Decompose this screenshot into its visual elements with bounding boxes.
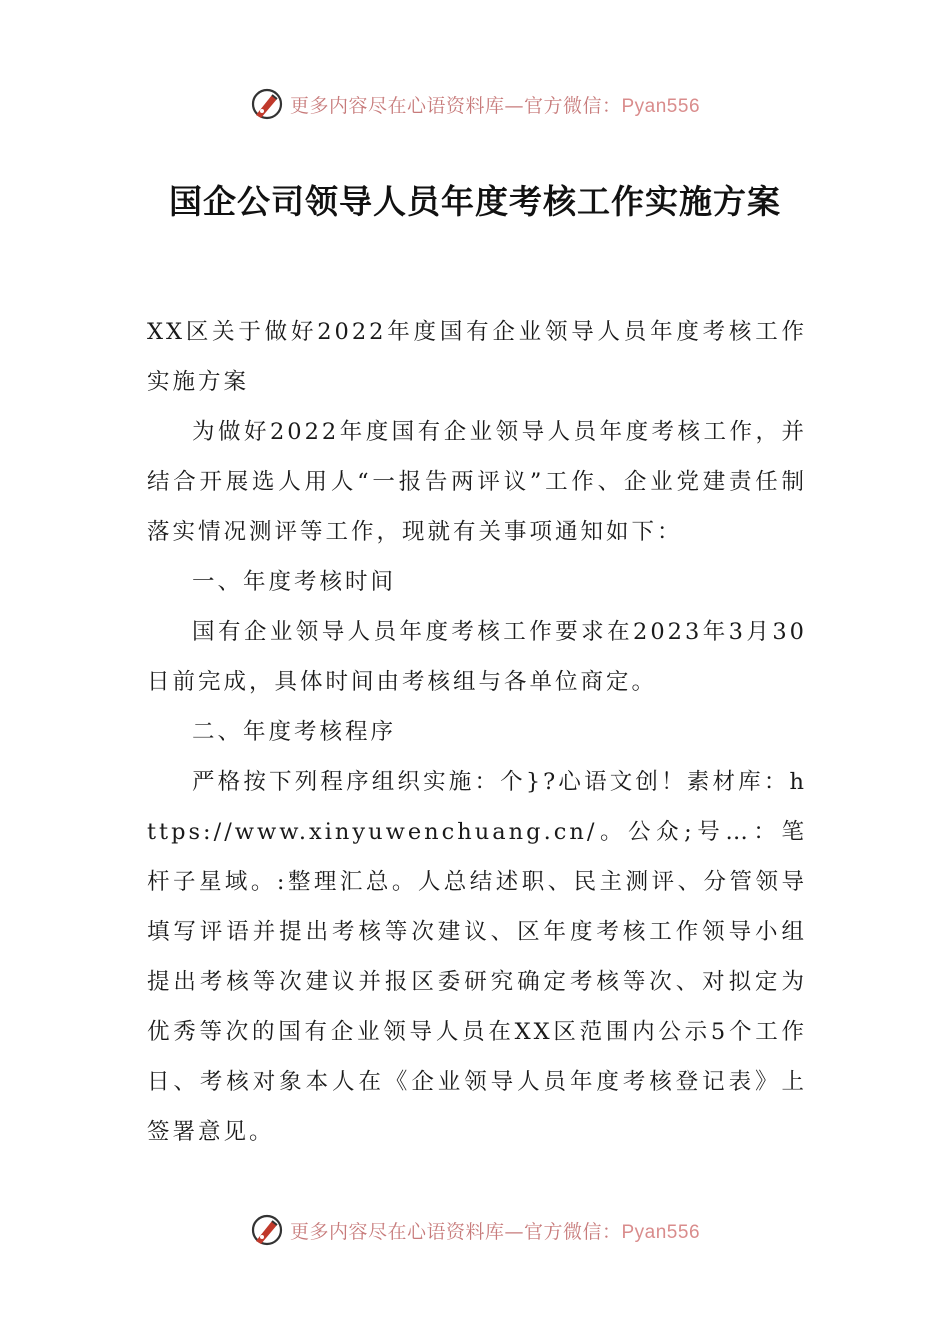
paragraph-heading-line: XX区关于做好2022年度国有企业领导人员年度考核工作实施方案 [147,319,807,395]
watermark-wechat-id: Pyan556 [621,1221,701,1243]
section-heading-time: 一、年度考核时间 [192,569,397,595]
watermark-text [290,91,700,118]
section-heading-procedure: 二、年度考核程序 [192,719,397,745]
paragraph-procedure: 严格按下列程序组织实施：个}?心语文创！素材库：https://www.xinyuwenchuang.cn/。公众;号…：笔杆子星域。:整理汇总。人总结述职、民主测评、分管领导填写评语并提出考核等次建议、区年度考核工作领导小组提出考核等次建议并报区委研究确定考核等次、对拟定为优秀等次的国有企业领导人员在XX区范围内公示5个工作日、考核对象本人在《企业领导人员年度考核登记表》上签署意见。 [147,769,807,1145]
paragraph-intro: 为做好2022年度国有企业领导人员年度考核工作，并结合开展选人用人“一报告两评议”工作、企业党建责任制落实情况测评等工作，现就有关事项通知如下： [147,419,807,545]
watermark-label: 更多内容尽在心语资料库—官方微信： [289,1220,622,1243]
watermark-text [290,1217,700,1244]
footer-watermark [0,1210,950,1250]
paragraph-time: 国有企业领导人员年度考核工作要求在2023年3月30日前完成，具体时间由考核组与各单位商定。 [147,619,807,695]
document-title: 国企公司领导人员年度考核工作实施方案 [169,182,781,221]
watermark-label: 更多内容尽在心语资料库—官方微信： [289,94,622,117]
document-body [147,307,807,1157]
pen-nib-logo-icon [250,87,284,121]
header-watermark [0,84,950,124]
watermark-wechat-id: Pyan556 [621,95,701,117]
pen-nib-logo-icon [250,1213,284,1247]
